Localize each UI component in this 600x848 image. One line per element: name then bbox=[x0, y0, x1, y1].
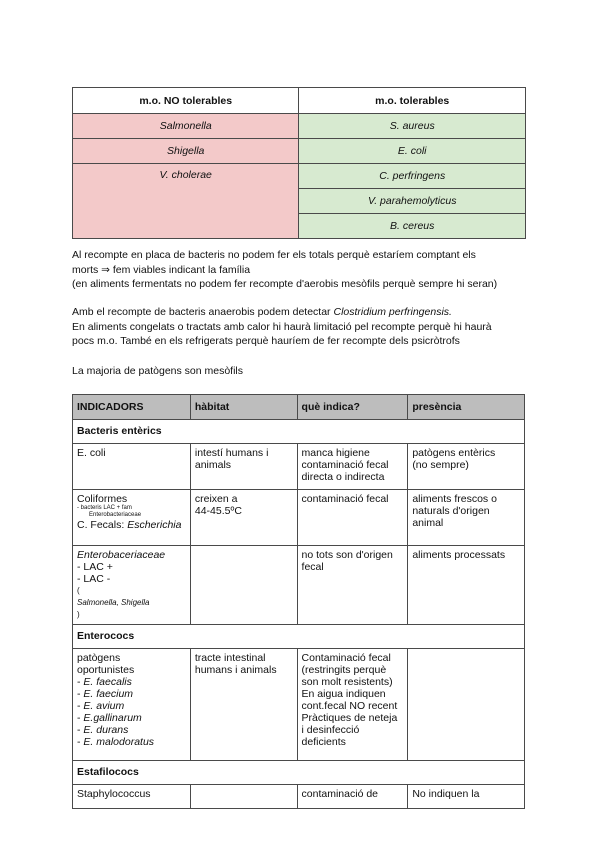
paragraph-mesofils bbox=[72, 364, 542, 379]
cell-subline: - bacteris LAC + fam bbox=[77, 505, 132, 511]
table-row bbox=[73, 490, 525, 546]
cell-name bbox=[73, 546, 191, 625]
cell-habitat bbox=[190, 546, 297, 625]
section-row-enterics: Bacteris entèrics bbox=[73, 420, 525, 444]
cell-line: 44-45.5ºC bbox=[194, 505, 242, 517]
cell-line: i desinfecció bbox=[301, 724, 360, 736]
cell-indica bbox=[297, 649, 408, 761]
paragraph-line bbox=[72, 305, 542, 320]
tolerable-item: E. coli bbox=[299, 139, 526, 164]
cell-line: patògens bbox=[77, 652, 121, 664]
text-segment: C. Fecals: bbox=[77, 519, 128, 531]
cell-name bbox=[73, 649, 191, 761]
species-line: - E. malodoratus bbox=[77, 736, 155, 748]
cell-line: Enterobaceriaceae bbox=[77, 549, 166, 561]
tolerable-item: C. perfringens bbox=[299, 164, 526, 189]
cell-line: animal bbox=[412, 517, 444, 529]
cell-presencia: aliments processats bbox=[408, 546, 525, 625]
table-row bbox=[73, 444, 525, 490]
cell-habitat bbox=[190, 490, 297, 546]
cell-line: Pràctiques de neteja bbox=[301, 712, 398, 724]
cell-line: son molt resistents) bbox=[301, 676, 393, 688]
text-segment: Salmonella, Shigella bbox=[77, 598, 150, 607]
text-segment: Amb el recompte de bacteris anaerobis podem detectar bbox=[72, 306, 334, 318]
cell-indica bbox=[297, 444, 408, 490]
column-header: hàbitat bbox=[190, 395, 297, 420]
species-line: - E.gallinarum bbox=[77, 712, 142, 724]
cell-indica: contaminació fecal bbox=[297, 490, 408, 546]
cell-line: aliments frescos o bbox=[412, 493, 497, 505]
paragraph-line: Al recompte en placa de bacteris no podem fer els totals perquè estaríem comptant els bbox=[72, 249, 476, 261]
species-line: - E. faecium bbox=[77, 688, 134, 700]
species-name: E. malodoratus bbox=[83, 736, 155, 748]
tolerable-item: V. parahemolyticus bbox=[299, 189, 526, 214]
paragraph-line: (en aliments fermentats no podem fer recompte d'aerobis mesòfils perquè sempre hi seran) bbox=[72, 278, 498, 290]
species-line: - E. avium bbox=[77, 700, 125, 712]
cell-presencia bbox=[408, 490, 525, 546]
paragraph-line: pocs m.o. També en els refrigerats perquè hauríem de fer recompte dels psicròtrofs bbox=[72, 335, 460, 347]
cell-line: cont.fecal NO recent bbox=[301, 700, 398, 712]
cell-line: - LAC + bbox=[77, 561, 113, 573]
species-name: E. avium bbox=[83, 700, 125, 712]
cell-line: directa o indirecta bbox=[301, 471, 385, 483]
cell-name bbox=[73, 490, 191, 546]
cell-name: E. coli bbox=[73, 444, 191, 490]
clostridium-name: Clostridium perfringensis. bbox=[333, 306, 452, 318]
cell-line: creixen a bbox=[194, 493, 238, 505]
species-name: E.gallinarum bbox=[83, 712, 142, 724]
paragraph-line: En aliments congelats o tractats amb calor hi haurà limitació pel recompte perquè hi haurà bbox=[72, 320, 492, 333]
cell-line: Contaminació fecal bbox=[301, 652, 391, 664]
no-tolerable-item: Shigella bbox=[73, 139, 299, 164]
cell-line: naturals d'origen bbox=[412, 505, 490, 517]
section-row-estafilococs: Estafilococs bbox=[73, 761, 525, 785]
cell-indica bbox=[297, 546, 408, 625]
species-line: - E. faecalis bbox=[77, 676, 132, 688]
paragraph-line: morts ⇒ fem viables indicant la família bbox=[72, 263, 251, 276]
cell-presencia: No indiquen la bbox=[408, 785, 525, 809]
cell-line: deficients bbox=[301, 736, 346, 748]
species-line: - E. durans bbox=[77, 724, 129, 736]
column-header: presència bbox=[408, 395, 525, 420]
header-no-tolerables: m.o. NO tolerables bbox=[73, 88, 299, 114]
cell-line: manca higiene bbox=[301, 447, 370, 459]
species-name: E. faecalis bbox=[83, 676, 132, 688]
cell-line: En aigua indiquen bbox=[301, 688, 386, 700]
cell-habitat bbox=[190, 785, 297, 809]
cell-line: Coliformes bbox=[77, 493, 128, 505]
species-name: E. durans bbox=[83, 724, 129, 736]
no-tolerable-item: V. cholerae bbox=[73, 164, 299, 239]
tolerable-item: B. cereus bbox=[299, 214, 526, 239]
text-segment: Escherichia bbox=[127, 519, 182, 531]
tolerance-table bbox=[72, 87, 526, 239]
cell-line: (no sempre) bbox=[412, 459, 469, 471]
table-row bbox=[73, 649, 525, 761]
cell-line: oportunistes bbox=[77, 664, 135, 676]
cell-presencia bbox=[408, 649, 525, 761]
no-tolerable-item: Salmonella bbox=[73, 114, 299, 139]
paragraph-line: La majoria de patògens son mesòfils bbox=[72, 365, 244, 377]
column-header: INDICADORS bbox=[73, 395, 191, 420]
cell-line: tracte intestinal bbox=[194, 652, 266, 664]
indicators-table bbox=[72, 394, 525, 809]
section-row-enterococs: Enterococs bbox=[73, 625, 525, 649]
cell-line: fecal bbox=[301, 561, 324, 573]
paragraph-recompte bbox=[72, 248, 542, 292]
cell-line: no tots son d'origen bbox=[301, 549, 393, 561]
text-segment: ( bbox=[77, 586, 80, 595]
cell-line: patògens entèrics bbox=[412, 447, 496, 459]
cell-line: - LAC - bbox=[77, 573, 111, 585]
cell-subline: Enterobacteriaceae bbox=[89, 512, 142, 518]
table-row bbox=[73, 785, 525, 809]
column-header: què indica? bbox=[297, 395, 408, 420]
cell-line: humans i animals bbox=[194, 664, 277, 676]
cell-habitat bbox=[190, 649, 297, 761]
text-segment: ) bbox=[77, 610, 80, 619]
cell-indica: contaminació de bbox=[297, 785, 408, 809]
species-name: E. faecium bbox=[83, 688, 134, 700]
paragraph-anaerobis bbox=[72, 305, 542, 349]
cell-habitat: intestí humans i animals bbox=[190, 444, 297, 490]
header-tolerables: m.o. tolerables bbox=[299, 88, 526, 114]
cell-line: contaminació fecal bbox=[301, 459, 389, 471]
table-row bbox=[73, 546, 525, 625]
cell-name: Staphylococcus bbox=[73, 785, 191, 809]
cell-line: (restringits perquè bbox=[301, 664, 387, 676]
cell-presencia bbox=[408, 444, 525, 490]
tolerable-item: S. aureus bbox=[299, 114, 526, 139]
